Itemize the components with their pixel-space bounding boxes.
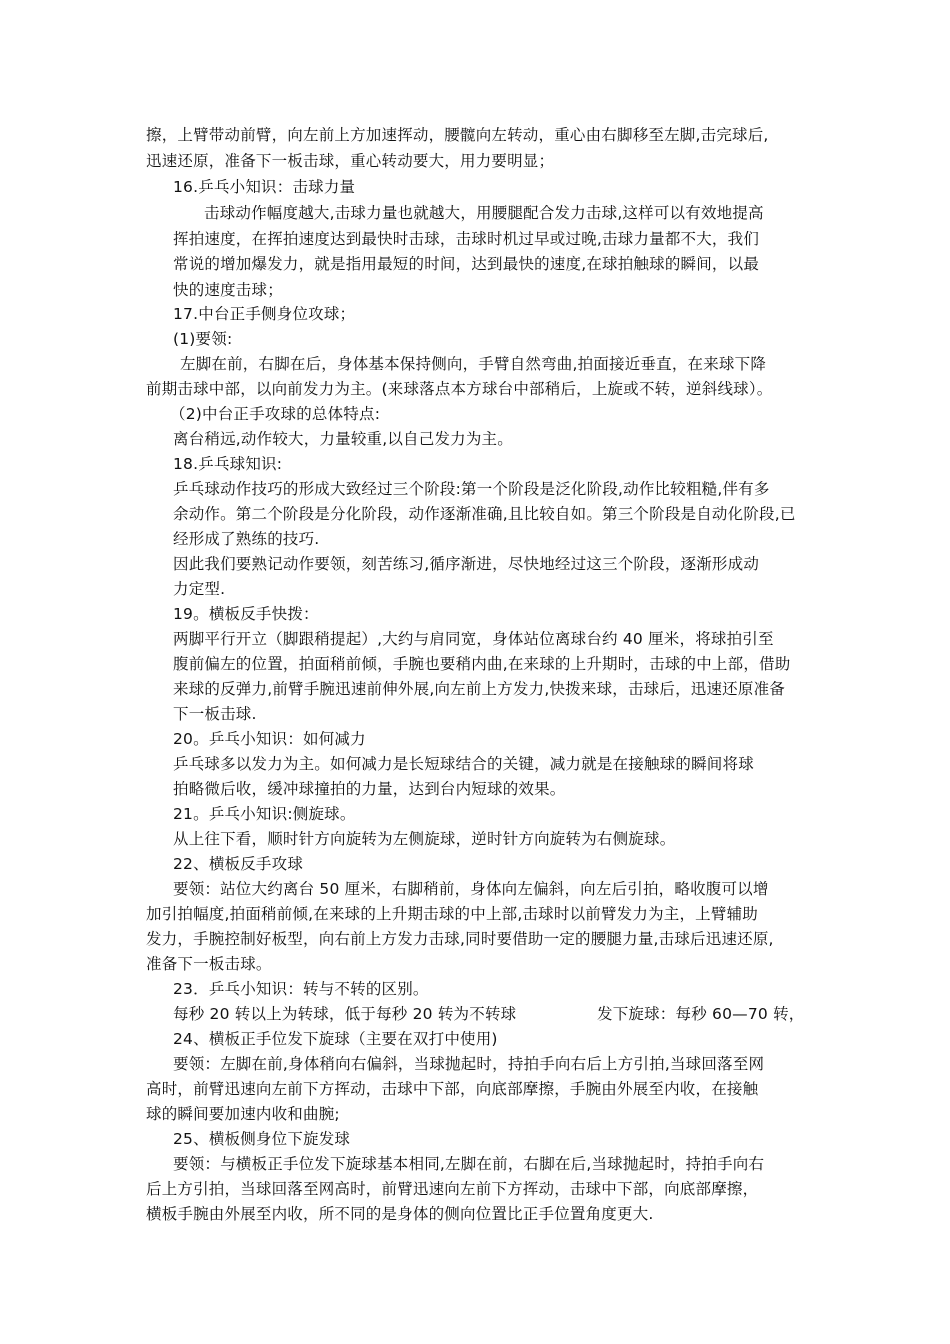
text-line: 擦，上臂带动前臂，向左前上方加速挥动，腰髋向左转动，重心由右脚移至左脚,击完球后, <box>146 126 769 144</box>
text-line: 高时，前臂迅速向左前下方挥动，击球中下部，向底部摩擦，手腕由外展至内收，在接触 <box>146 1080 759 1098</box>
text-line: 乒乓球多以发力为主。如何减力是长短球结合的关键，减力就是在接触球的瞬间将球 <box>173 755 754 773</box>
section-heading: 24、横板正手位发下旋球（主要在双打中使用) <box>173 1030 498 1048</box>
text-line: 挥拍速度，在挥拍速度达到最快时击球，击球时机过早或过晚,击球力量都不大，我们 <box>173 230 760 248</box>
text-line: 快的速度击球； <box>173 281 283 299</box>
text-line: 余动作。第二个阶段是分化阶段，动作逐渐准确,且比较自如。第三个阶段是自动化阶段,已 <box>173 505 796 523</box>
section-heading: 20。乒乓小知识：如何减力 <box>173 730 366 748</box>
text-line: 球的瞬间要加速内收和曲腕; <box>146 1105 340 1123</box>
section-heading: 16.乒乓小知识：击球力量 <box>173 178 356 196</box>
section-heading: 22、横板反手攻球 <box>173 855 304 873</box>
text-line: 来球的反弹力,前臂手腕迅速前伸外展,向左前上方发力,快拨来球，击球后，迅速还原准备 <box>173 680 785 698</box>
text-line: 发力，手腕控制好板型，向右前上方发力击球,同时要借助一定的腰腿力量,击球后迅速还原, <box>146 930 774 948</box>
section-heading: 21。乒乓小知识:侧旋球。 <box>173 805 356 823</box>
text-line: 从上往下看，顺时针方向旋转为左侧旋球，逆时针方向旋转为右侧旋球。 <box>173 830 676 848</box>
text-line: 左脚在前，右脚在后，身体基本保持侧向，手臂自然弯曲,拍面接近垂直，在来球下降 <box>180 355 767 373</box>
text-line: 击球动作幅度越大,击球力量也就越大，用腰腿配合发力击球,这样可以有效地提高 <box>204 204 764 222</box>
text-line: 后上方引拍，当球回落至网高时，前臂迅速向左前下方挥动，击球中下部，向底部摩擦， <box>146 1180 759 1198</box>
text-line: 准备下一板击球。 <box>146 955 272 973</box>
text-line: 加引拍幅度,拍面稍前倾,在来球的上升期击球的中上部,击球时以前臂发力为主，上臂辅助 <box>146 905 758 923</box>
text-line: 经形成了熟练的技巧. <box>173 530 320 548</box>
text-line: 因此我们要熟记动作要领，刻苦练习,循序渐进，尽快地经过这三个阶段，逐渐形成动 <box>173 555 760 573</box>
text-line: 发下旋球：每秒 60—70 转， <box>597 1005 805 1023</box>
text-line: 常说的增加爆发力，就是指用最短的时间，达到最快的速度,在球拍触球的瞬间，以最 <box>173 255 760 273</box>
subsection-heading: (1)要领: <box>173 330 233 348</box>
text-line: 要领：站位大约离台 50 厘米，右脚稍前，身体向左偏斜，向左后引拍，略收腹可以增 <box>173 880 769 898</box>
text-line: 腹前偏左的位置，拍面稍前倾，手腕也要稍内曲,在来球的上升期时，击球的中上部，借助 <box>173 655 791 673</box>
section-heading: 19。横板反手快拨： <box>173 605 319 623</box>
text-line: 两脚平行开立（脚跟稍提起）,大约与肩同宽，身体站位离球台约 40 厘米，将球拍引至 <box>173 630 774 648</box>
text-line: 要领：左脚在前,身体稍向右偏斜，当球抛起时，持拍手向右后上方引拍,当球回落至网 <box>173 1055 765 1073</box>
text-line: 要领：与横板正手位发下旋球基本相同,左脚在前，右脚在后,当球抛起时，持拍手向右 <box>173 1155 765 1173</box>
text-line: 拍略微后收，缓冲球撞拍的力量，达到台内短球的效果。 <box>173 780 566 798</box>
text-line: 迅速还原，准备下一板击球，重心转动要大，用力要明显； <box>146 152 555 170</box>
text-line: 下一板击球. <box>173 705 257 723</box>
section-heading: 18.乒乓球知识: <box>173 455 283 473</box>
text-line: 每秒 20 转以上为转球，低于每秒 20 转为不转球 <box>173 1005 517 1023</box>
text-line: 乒乓球动作技巧的形成大致经过三个阶段:第一个阶段是泛化阶段,动作比较粗糙,伴有多 <box>173 480 770 498</box>
section-heading: 17.中台正手侧身位攻球； <box>173 305 356 323</box>
subsection-heading: （2)中台正手攻球的总体特点: <box>170 405 381 423</box>
text-line: 横板手腕由外展至内收，所不同的是身体的侧向位置比正手位置角度更大. <box>146 1205 654 1223</box>
section-heading: 25、横板侧身位下旋发球 <box>173 1130 351 1148</box>
text-line: 力定型. <box>173 580 226 598</box>
text-line: 前期击球中部，以向前发力为主。(来球落点本方球台中部稍后，上旋或不转，逆斜线球）。 <box>146 380 773 398</box>
text-line: 离台稍远,动作较大，力量较重,以自己发力为主。 <box>173 430 513 448</box>
section-heading: 23．乒乓小知识：转与不转的区别。 <box>173 980 429 998</box>
